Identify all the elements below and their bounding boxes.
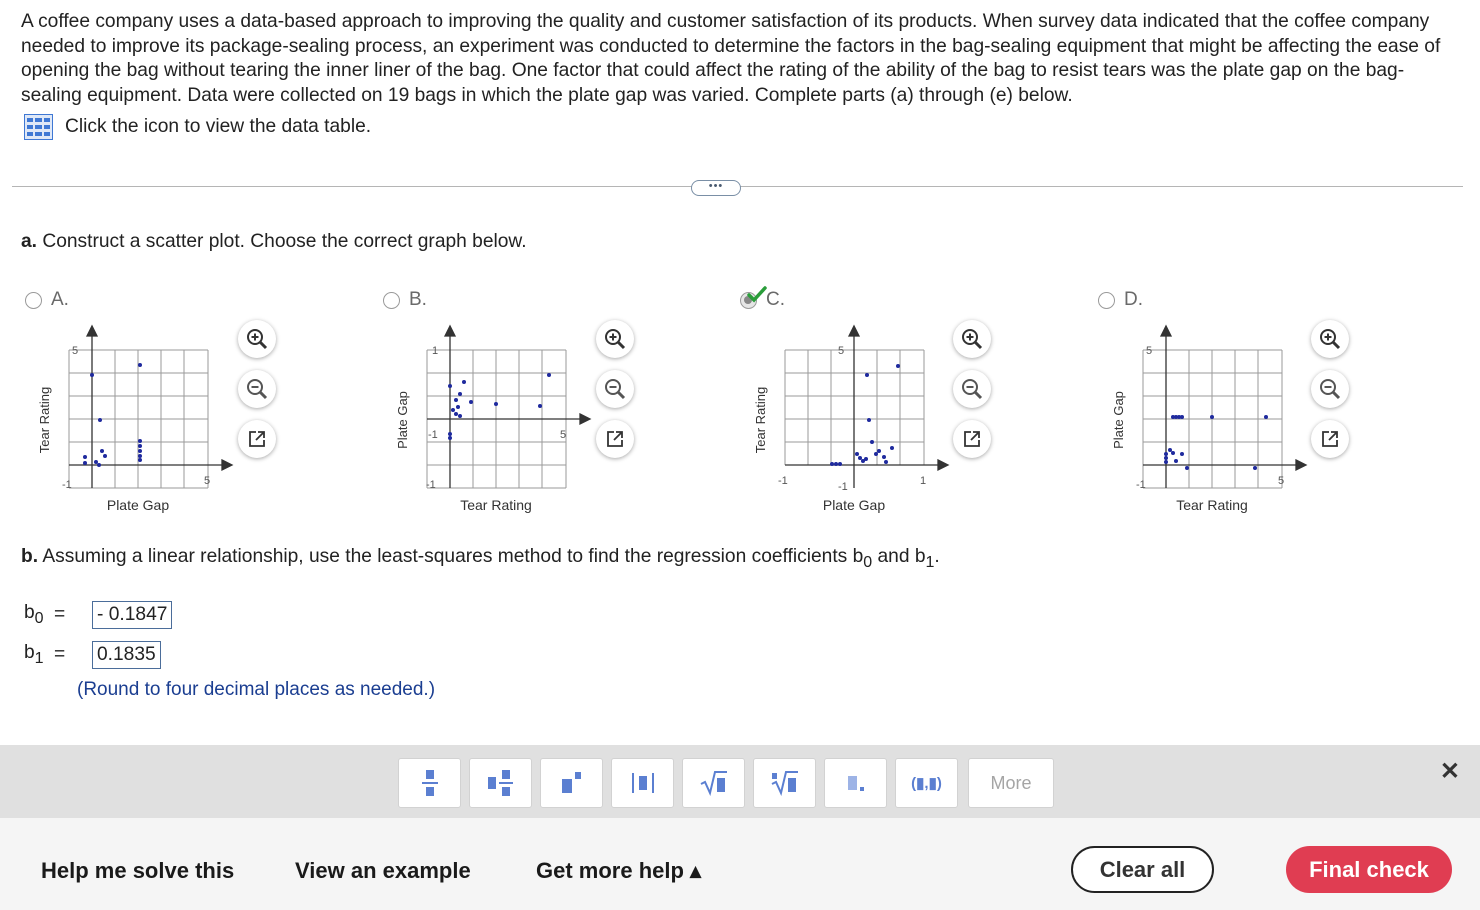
help-me-solve-link[interactable]: Help me solve this — [41, 858, 235, 883]
square-root-button[interactable] — [682, 758, 745, 808]
option-b-xlabel: Tear Rating — [460, 497, 532, 513]
decimal-button[interactable] — [824, 758, 887, 808]
option-b-tick-top: 1 — [432, 345, 439, 357]
option-a-tick-left: -1 — [62, 479, 72, 491]
option-a-zoom-out-button[interactable] — [238, 370, 276, 408]
zoom-out-icon — [603, 377, 627, 401]
option-c-zoom-in-button[interactable] — [953, 320, 991, 358]
option-b-popout-button[interactable] — [596, 420, 634, 458]
mixed-fraction-button[interactable] — [469, 758, 532, 808]
mixed-fraction-icon — [488, 768, 514, 798]
zoom-in-icon — [603, 327, 627, 351]
option-c-letter: C. — [766, 289, 785, 310]
clear-all-button[interactable]: Clear all — [1071, 846, 1214, 893]
option-d-popout-button[interactable] — [1311, 420, 1349, 458]
option-a-tick-right: 5 — [204, 475, 211, 487]
absolute-value-button[interactable] — [611, 758, 674, 808]
option-a-zoom-in-button[interactable] — [238, 320, 276, 358]
rounding-hint: (Round to four decimal places as needed.) — [77, 679, 436, 700]
popout-icon — [247, 429, 267, 449]
option-a-ylabel: Tear Rating — [37, 386, 52, 454]
option-d-tick-top: 5 — [1146, 345, 1153, 357]
question-intro: A coffee company uses a data-based approach to improving the quality and customer satisfaction of its products. When survey data indicated that the coffee company needed to improve its package-sealing process, an experiment was conducted to determine the factors in the bag-sealing equipment that might be affecting the ease of opening the bag without tearing the inner liner of the bag. One factor that could affect the rating of the ability of the bag to resist tears was the plate gap on the bag-sealing equipment. Data were collected on 19 bags in which the plate gap was varied. Complete parts (a) through (e) below. — [21, 11, 1441, 106]
math-toolbar — [0, 745, 1480, 818]
zoom-out-icon — [1318, 377, 1342, 401]
table-icon[interactable] — [24, 114, 53, 140]
option-c-popout-button[interactable] — [953, 420, 991, 458]
option-c-zoom-out-button[interactable] — [953, 370, 991, 408]
data-table-link[interactable] — [24, 113, 371, 141]
footer-bar — [0, 818, 1480, 910]
data-table-link-text[interactable]: Click the icon to view the data table. — [65, 116, 372, 137]
ordered-pair-button[interactable]: (▮,▮) — [895, 758, 958, 808]
popout-icon — [605, 429, 625, 449]
popout-icon — [1320, 429, 1340, 449]
option-d-radio[interactable] — [1098, 292, 1115, 309]
option-c-ylabel: Tear Rating — [753, 386, 768, 454]
option-c-tick-top: 5 — [838, 345, 845, 357]
option-d-zoom-out-button[interactable] — [1311, 370, 1349, 408]
option-a-radio-group[interactable] — [25, 289, 69, 311]
get-more-help-link[interactable]: Get more help ▴ — [536, 858, 702, 883]
exponent-icon — [562, 770, 582, 796]
zoom-in-icon — [960, 327, 984, 351]
option-d-radio-group[interactable] — [1098, 289, 1143, 311]
option-c-graph[interactable] — [746, 320, 956, 520]
square-root-icon — [700, 770, 728, 796]
exponent-button[interactable] — [540, 758, 603, 808]
b1-equation: $b_1$ = 0.1835 — [24, 641, 161, 669]
zoom-in-icon — [245, 327, 269, 351]
option-d-zoom-in-button[interactable] — [1311, 320, 1349, 358]
option-c-tick-left: -1 — [778, 475, 788, 487]
nth-root-button[interactable] — [753, 758, 816, 808]
option-b-zoom-in-button[interactable] — [596, 320, 634, 358]
option-b-tick-mid: -1 — [428, 429, 438, 441]
part-a-prompt: a. Construct a scatter plot. Choose the correct graph below. — [21, 231, 527, 252]
correct-check-icon — [747, 286, 767, 304]
expand-ellipsis-button[interactable]: ••• — [691, 180, 741, 196]
option-a-letter: A. — [51, 289, 69, 310]
option-d-graph[interactable] — [1104, 320, 1314, 520]
b1-answer-input[interactable]: 0.1835 — [92, 641, 161, 669]
b0-equation: $b_0$ = - 0.1847 — [24, 601, 172, 629]
option-d-xlabel: Tear Rating — [1176, 497, 1248, 513]
option-a-graph[interactable] — [30, 320, 240, 520]
option-a-radio[interactable] — [25, 292, 42, 309]
zoom-in-icon — [1318, 327, 1342, 351]
option-b-graph[interactable] — [388, 320, 598, 520]
option-d-ylabel: Plate Gap — [1111, 391, 1126, 449]
option-d-tick-left: -1 — [1136, 479, 1146, 491]
option-d-tick-right: 5 — [1278, 475, 1285, 487]
popout-icon — [962, 429, 982, 449]
option-b-tick-left: -1 — [426, 479, 436, 491]
b0-answer-input[interactable]: - 0.1847 — [92, 601, 172, 629]
fraction-button[interactable] — [398, 758, 461, 808]
option-a-popout-button[interactable] — [238, 420, 276, 458]
option-b-zoom-out-button[interactable] — [596, 370, 634, 408]
option-c-xlabel: Plate Gap — [822, 497, 886, 513]
option-a-xlabel: Plate Gap — [106, 497, 170, 513]
zoom-out-icon — [960, 377, 984, 401]
option-b-radio-group[interactable] — [383, 289, 427, 311]
decimal-icon — [846, 770, 866, 796]
option-c-tick-bottom: -1 — [838, 481, 848, 493]
more-button[interactable]: More — [968, 758, 1054, 808]
option-b-letter: B. — [409, 289, 427, 310]
option-b-ylabel: Plate Gap — [395, 391, 410, 449]
final-check-button[interactable]: Final check — [1286, 846, 1452, 893]
option-d-letter: D. — [1124, 289, 1143, 310]
nth-root-icon — [771, 770, 799, 796]
part-b-prompt: b. Assuming a linear relationship, use the least-squares method to find the regression coefficients $b_0$ and $b_1$. — [21, 546, 940, 571]
close-toolbar-icon[interactable]: ✕ — [1439, 758, 1460, 785]
option-b-tick-right: 5 — [560, 429, 567, 441]
zoom-out-icon — [245, 377, 269, 401]
option-b-radio[interactable] — [383, 292, 400, 309]
view-example-link[interactable]: View an example — [295, 858, 471, 883]
fraction-icon — [422, 768, 438, 798]
option-c-tick-right: 1 — [920, 475, 927, 487]
absolute-value-icon — [632, 770, 654, 796]
option-a-tick-top: 5 — [72, 345, 79, 357]
